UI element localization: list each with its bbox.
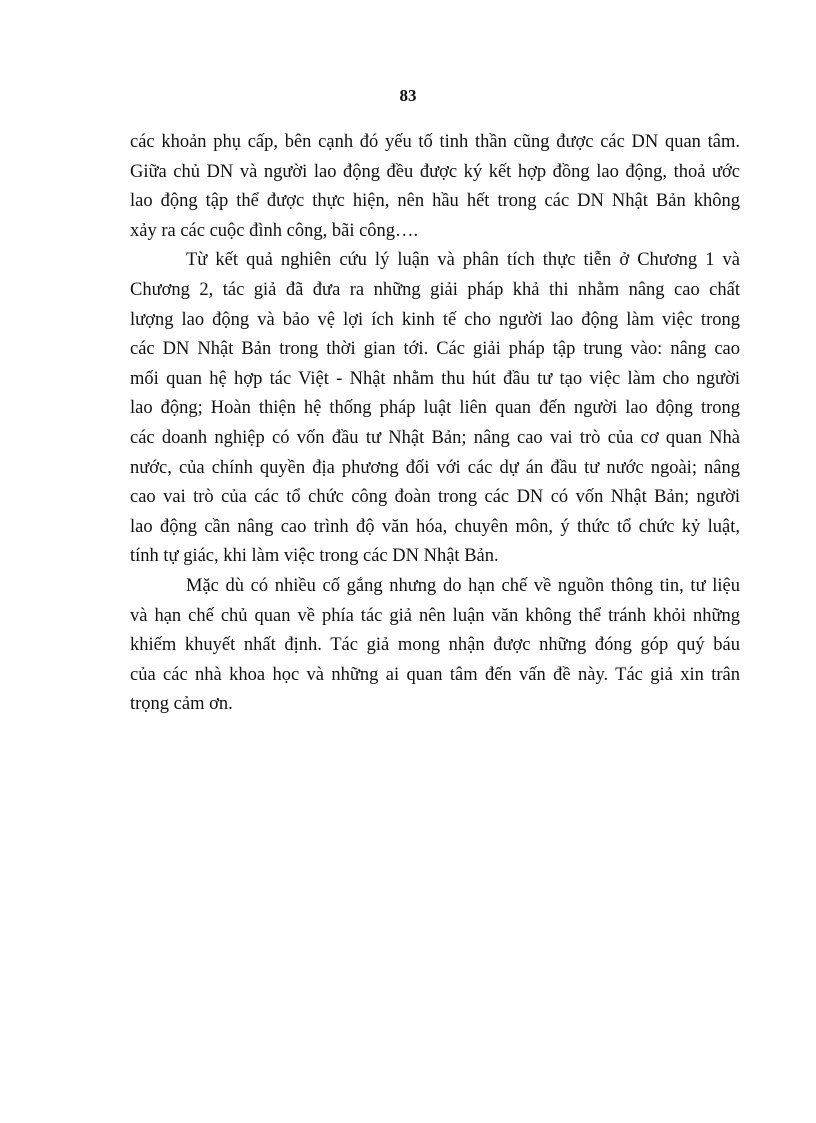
text-line: mối quan hệ hợp tác Việt - Nhật nhằm thu hút đầu tư tạo việc làm cho người bbox=[130, 368, 740, 389]
text-line: các doanh nghiệp có vốn đầu tư Nhật Bản; nâng cao vai trò của cơ quan Nhà bbox=[130, 427, 740, 448]
text-line: lao động cần nâng cao trình độ văn hóa, chuyên môn, ý thức tổ chức kỷ luật, bbox=[130, 516, 740, 537]
text-line: Từ kết quả nghiên cứu lý luận và phân tích thực tiễn ở Chương 1 và bbox=[186, 250, 740, 271]
text-line: trọng cảm ơn. bbox=[130, 694, 233, 715]
text-line: Mặc dù có nhiều cố gắng nhưng do hạn chế về nguồn thông tin, tư liệu bbox=[186, 575, 740, 596]
text-line: Chương 2, tác giả đã đưa ra những giải pháp khả thi nhằm nâng cao chất bbox=[130, 279, 740, 300]
text-line: Giữa chủ DN và người lao động đều được ký kết hợp đồng lao động, thoả ước bbox=[130, 161, 740, 182]
text-line: lao động tập thể được thực hiện, nên hầu hết trong các DN Nhật Bản không bbox=[130, 191, 740, 212]
page-number: 83 bbox=[399, 86, 417, 105]
text-line: nước, của chính quyền địa phương đối với các dự án đầu tư nước ngoài; nâng bbox=[130, 457, 740, 478]
text-line: tính tự giác, khi làm việc trong các DN Nhật Bản. bbox=[130, 546, 499, 567]
text-line: và hạn chế chủ quan về phía tác giả nên luận văn không thể tránh khỏi những bbox=[130, 605, 740, 626]
text-line: lượng lao động và bảo vệ lợi ích kinh tế cho người lao động làm việc trong bbox=[130, 309, 740, 330]
text-line: lao động; Hoàn thiện hệ thống pháp luật liên quan đến người lao động trong bbox=[130, 398, 740, 419]
text-line: khiếm khuyết nhất định. Tác giả mong nhận được những đóng góp quý báu bbox=[130, 635, 740, 656]
text-line: xảy ra các cuộc đình công, bãi công…. bbox=[130, 220, 419, 241]
text-line: cao vai trò của các tổ chức công đoàn trong các DN có vốn Nhật Bản; người bbox=[130, 487, 740, 508]
body-text bbox=[130, 128, 740, 720]
text-line: của các nhà khoa học và những ai quan tâm đến vấn đề này. Tác giả xin trân bbox=[130, 664, 740, 685]
text-line: các DN Nhật Bản trong thời gian tới. Các giải pháp tập trung vào: nâng cao bbox=[130, 339, 740, 360]
text-line: các khoản phụ cấp, bên cạnh đó yếu tố tinh thần cũng được các DN quan tâm. bbox=[130, 132, 740, 152]
